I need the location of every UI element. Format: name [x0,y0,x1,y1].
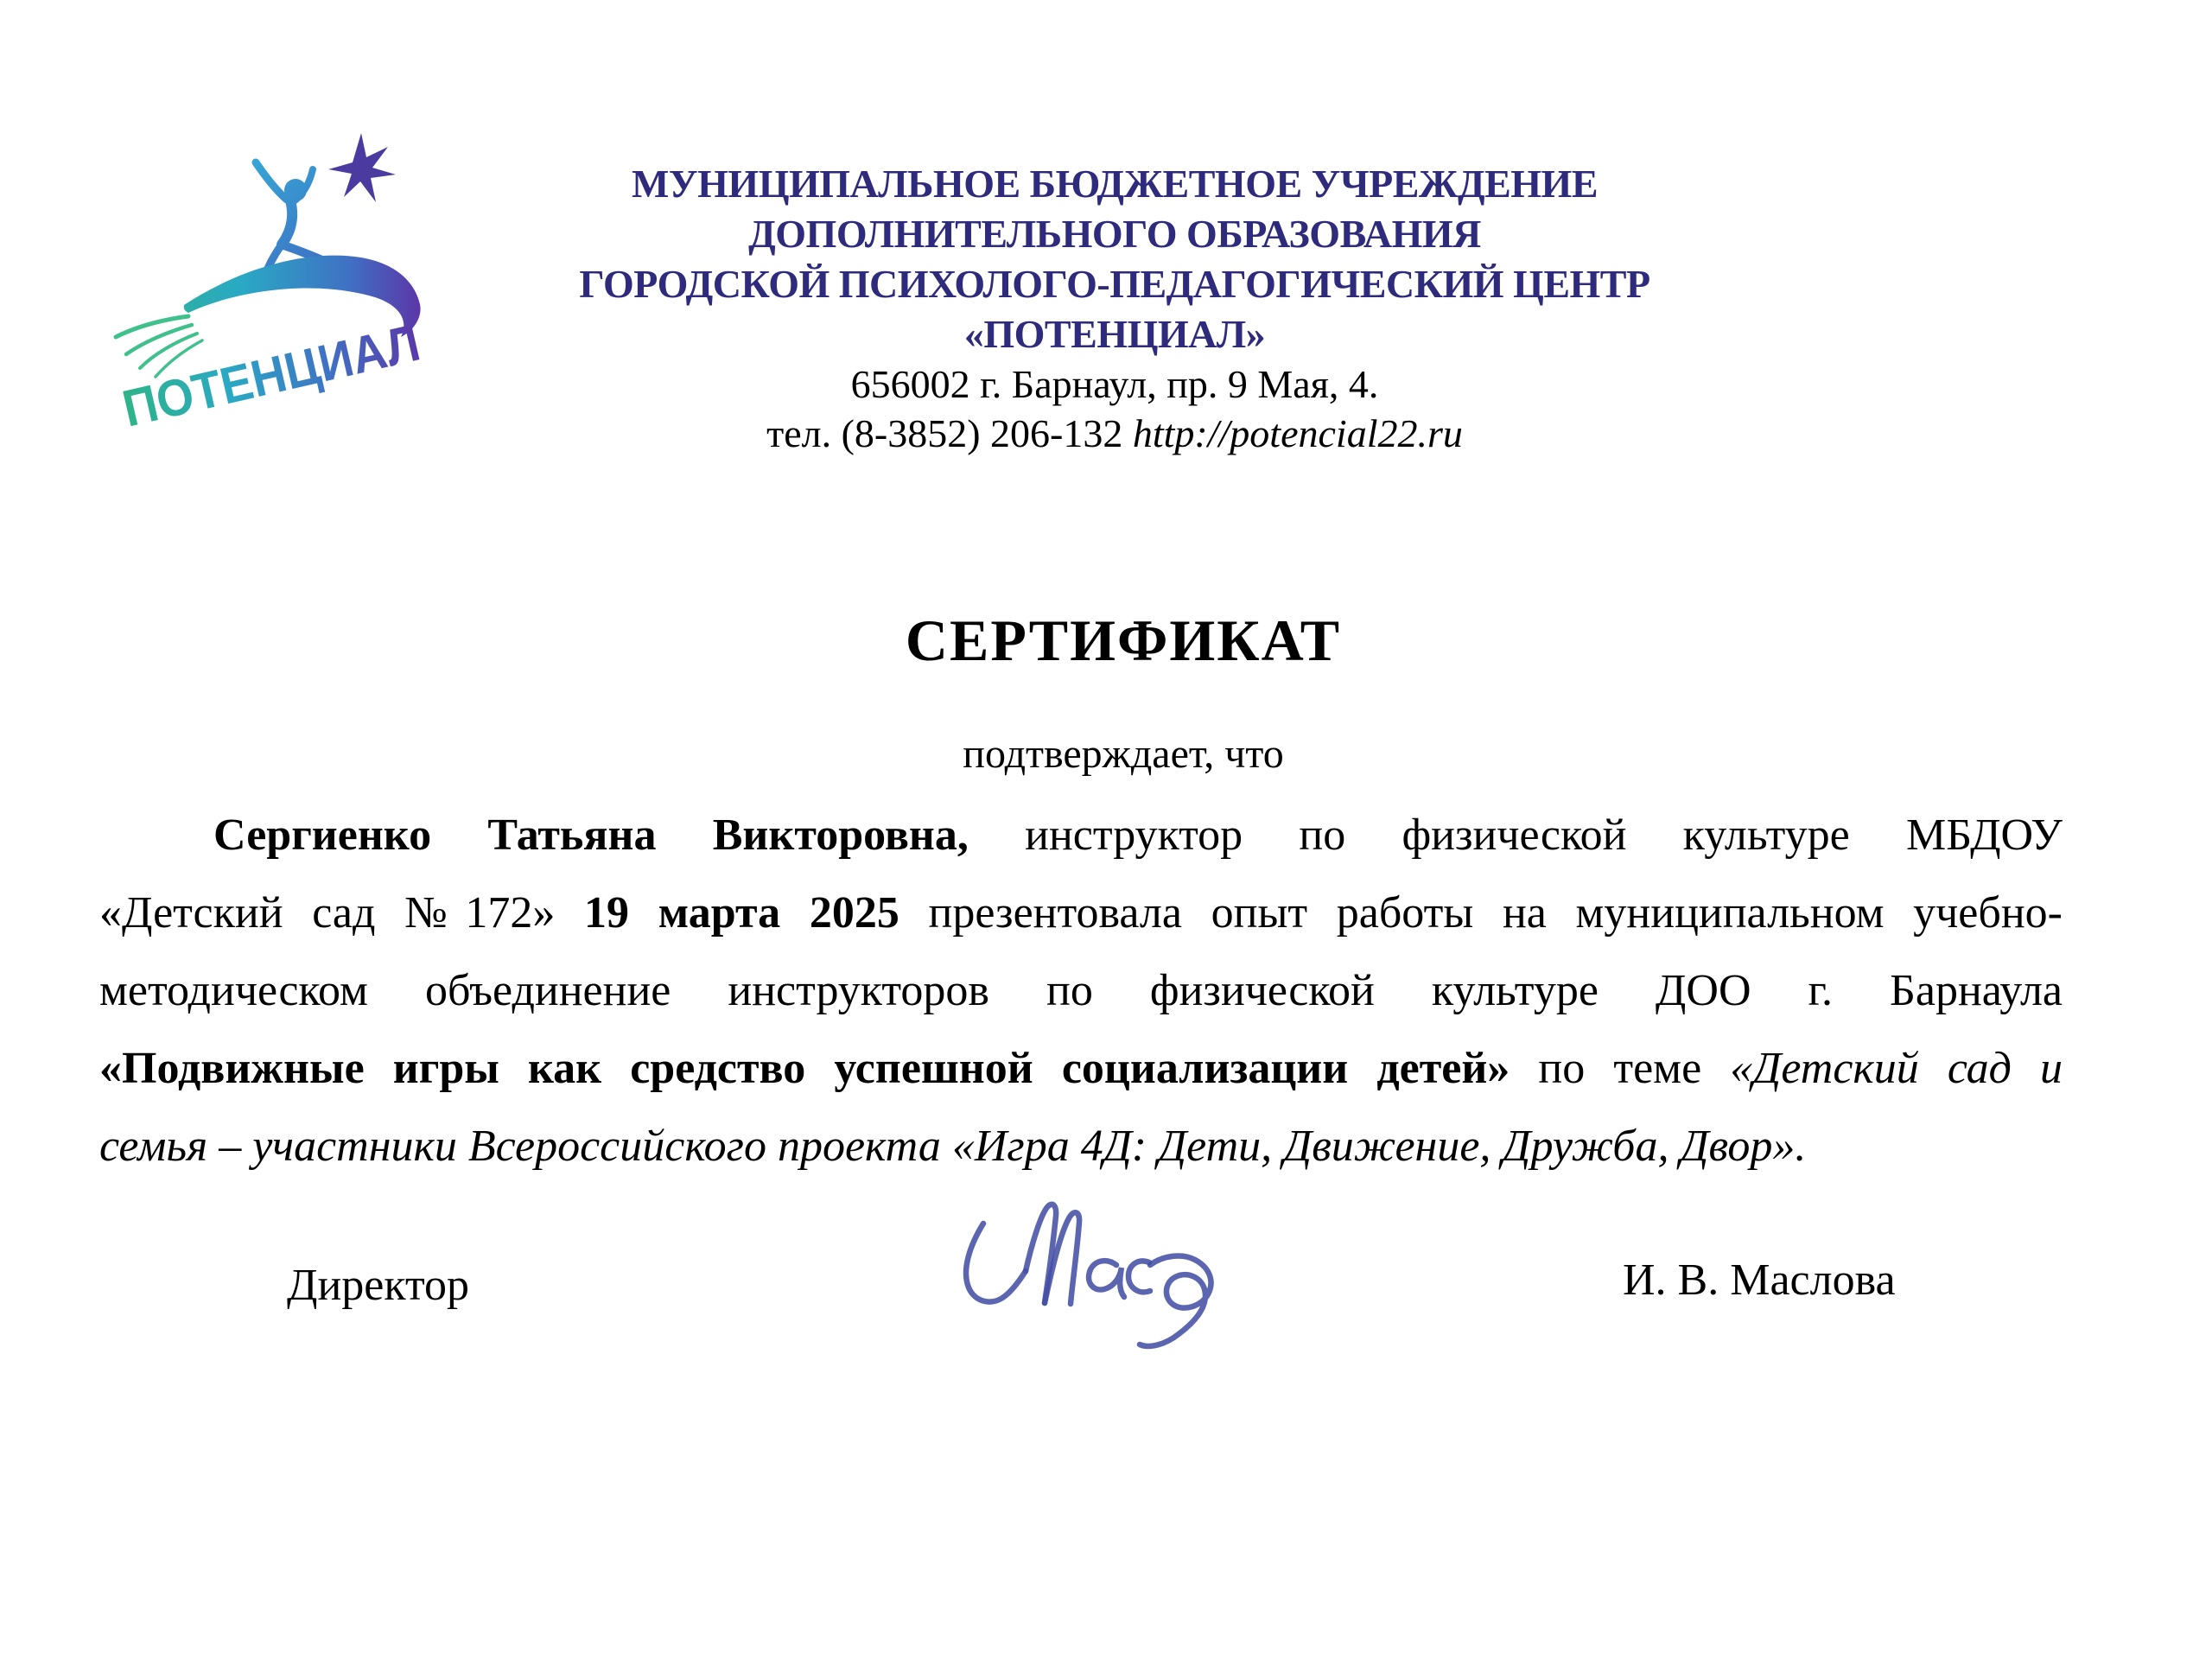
director-label: Директор [287,1261,469,1310]
potencial-logo [102,119,456,456]
org-name-line: МУНИЦИПАЛЬНОЕ БЮДЖЕТНОЕ УЧРЕЖДЕНИЕ [631,162,1599,206]
body-segment: «Детский сад №172» [99,888,585,938]
org-name-line: ГОРОДСКОЙ ПСИХОЛОГО-ПЕДАГОГИЧЕСКИЙ ЦЕНТР [579,262,1650,306]
signer-name: И. В. Маслова [1623,1255,1896,1305]
org-header [501,159,1728,458]
body-line [99,1108,2063,1185]
body-line [99,874,2063,952]
body-line [99,797,2063,874]
body-segment: методическом объединение инструкторов по физической культуре ДОО г. Барнаула [99,966,2063,1015]
org-phone-site [501,409,1728,458]
org-phone: тел. (8-3852) 206-132 [766,411,1133,455]
body-line [99,952,2063,1030]
org-name-line: «ПОТЕНЦИАЛ» [963,312,1266,356]
star-icon [328,133,396,202]
body-segment: 19 марта 2025 [584,888,899,938]
signature [916,1175,1331,1434]
logo-wordmark: ПОТЕНЦИАЛ [117,307,454,438]
certificate-title: СЕРТИФИКАТ [905,607,1342,673]
body-line [99,1030,2063,1108]
body-segment: «Детский сад и [1730,1044,2063,1093]
potencial-logo-svg [102,119,456,456]
body-segment: по теме [1510,1044,1731,1093]
certificate-body [99,797,2063,1185]
body-segment: презентовала опыт работы на муниципальном учебно- [899,888,2063,938]
body-segment: «Подвижные игры как средство успешной социализации детей» [99,1044,1510,1093]
org-name-line: ДОПОЛНИТЕЛЬНОГО ОБРАЗОВАНИЯ [748,212,1481,256]
org-address: 656002 г. Барнаул, пр. 9 Мая, 4. [850,362,1379,406]
body-segment: инструктор по физической культуре МБДОУ [968,810,2063,860]
org-site-url: http://potencial22.ru [1132,411,1463,455]
certificate-subtitle: подтверждает, что [963,731,1284,777]
body-segment: Сергиенко Татьяна Викторовна, [213,810,969,860]
body-segment: семья – участники Всероссийского проекта «Игра 4Д: Дети, Движение, Дружба, Двор». [99,1122,1807,1171]
